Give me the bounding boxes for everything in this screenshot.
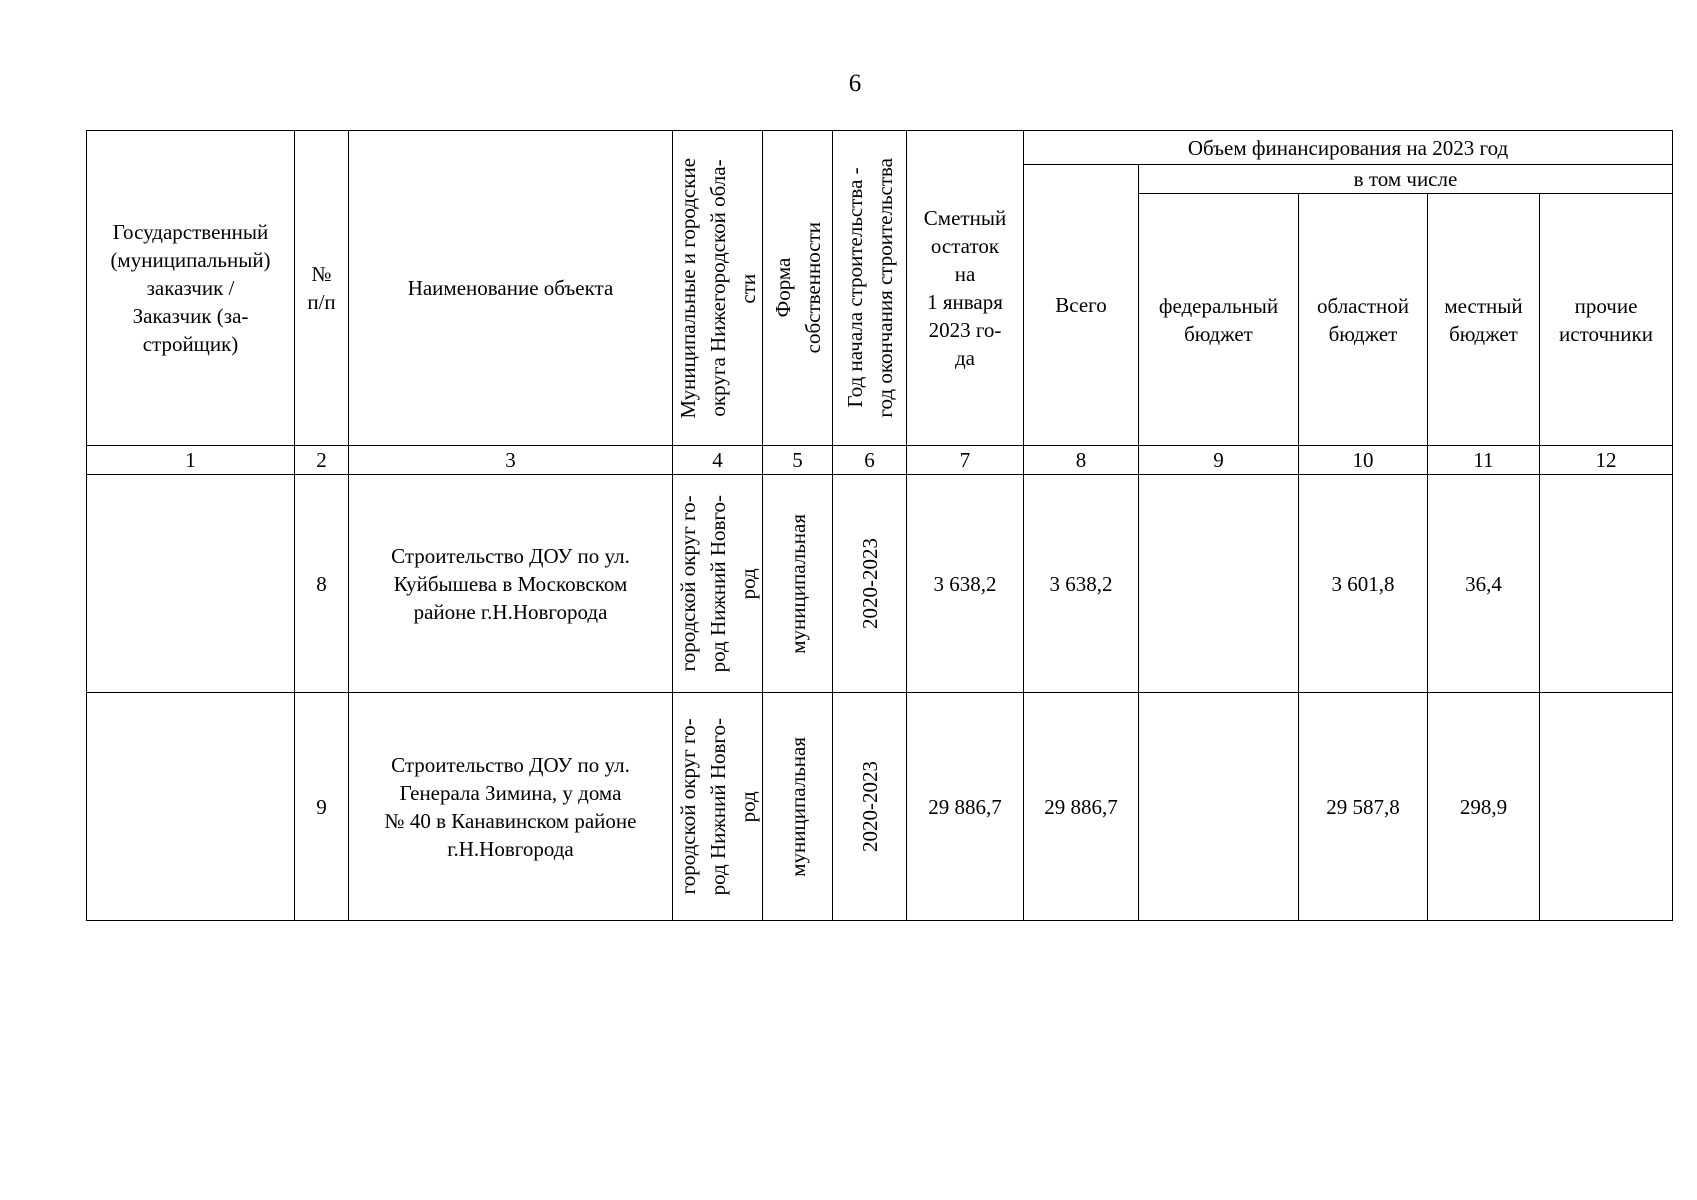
cell-federal bbox=[1139, 693, 1299, 921]
header-local-budget: местный бюджет bbox=[1428, 194, 1540, 446]
cell-number: 9 bbox=[295, 693, 349, 921]
financing-table bbox=[86, 130, 1673, 921]
cell-other bbox=[1540, 475, 1673, 693]
cell-customer bbox=[87, 475, 295, 693]
header-district: Муниципальные и городские округа Нижегородской обла- сти bbox=[673, 131, 763, 446]
header-years: Год начала строительства - год окончания строительства bbox=[833, 131, 907, 446]
header-regional-budget: областной бюджет bbox=[1299, 194, 1428, 446]
header-ownership: Форма собственности bbox=[763, 131, 833, 446]
page-number: 6 bbox=[848, 70, 862, 97]
cell-number: 8 bbox=[295, 475, 349, 693]
cell-ownership: муниципальная bbox=[763, 475, 833, 693]
cell-years: 2020-2023 bbox=[833, 693, 907, 921]
header-number: № п/п bbox=[295, 131, 349, 446]
column-number: 2 bbox=[295, 446, 349, 475]
column-number: 4 bbox=[673, 446, 763, 475]
column-number: 8 bbox=[1024, 446, 1139, 475]
cell-local: 36,4 bbox=[1428, 475, 1540, 693]
cell-estimated-balance: 3 638,2 bbox=[907, 475, 1024, 693]
cell-local: 298,9 bbox=[1428, 693, 1540, 921]
cell-customer bbox=[87, 693, 295, 921]
cell-federal bbox=[1139, 475, 1299, 693]
column-number: 9 bbox=[1139, 446, 1299, 475]
cell-years: 2020-2023 bbox=[833, 475, 907, 693]
cell-total: 3 638,2 bbox=[1024, 475, 1139, 693]
cell-total: 29 886,7 bbox=[1024, 693, 1139, 921]
header-customer: Государственный (муниципальный) заказчик / Заказчик (за- стройщик) bbox=[87, 131, 295, 446]
column-number: 10 bbox=[1299, 446, 1428, 475]
cell-district: городской округ го- род Нижний Новго- род bbox=[673, 475, 763, 693]
table-row bbox=[87, 693, 1673, 921]
column-number: 3 bbox=[349, 446, 673, 475]
column-number: 1 bbox=[87, 446, 295, 475]
header-total: Всего bbox=[1024, 165, 1139, 446]
cell-other bbox=[1540, 693, 1673, 921]
column-number: 11 bbox=[1428, 446, 1540, 475]
header-object-name: Наименование объекта bbox=[349, 131, 673, 446]
header-including: в том числе bbox=[1139, 165, 1673, 194]
column-number-row bbox=[87, 446, 1673, 475]
cell-regional: 29 587,8 bbox=[1299, 693, 1428, 921]
column-number: 12 bbox=[1540, 446, 1673, 475]
header-estimated-balance: Сметный остаток на 1 января 2023 го- да bbox=[907, 131, 1024, 446]
cell-object-name: Строительство ДОУ по ул. Куйбышева в Московском районе г.Н.Новгорода bbox=[349, 475, 673, 693]
cell-regional: 3 601,8 bbox=[1299, 475, 1428, 693]
header-funding-group: Объем финансирования на 2023 год bbox=[1024, 131, 1673, 165]
header-federal-budget: федеральный бюджет bbox=[1139, 194, 1299, 446]
cell-ownership: муниципальная bbox=[763, 693, 833, 921]
cell-estimated-balance: 29 886,7 bbox=[907, 693, 1024, 921]
cell-object-name: Строительство ДОУ по ул. Генерала Зимина, у дома № 40 в Канавинском районе г.Н.Новгорода bbox=[349, 693, 673, 921]
column-number: 7 bbox=[907, 446, 1024, 475]
cell-district: городской округ го- род Нижний Новго- род bbox=[673, 693, 763, 921]
column-number: 6 bbox=[833, 446, 907, 475]
column-number: 5 bbox=[763, 446, 833, 475]
table-row bbox=[87, 475, 1673, 693]
header-other-sources: прочие источники bbox=[1540, 194, 1673, 446]
